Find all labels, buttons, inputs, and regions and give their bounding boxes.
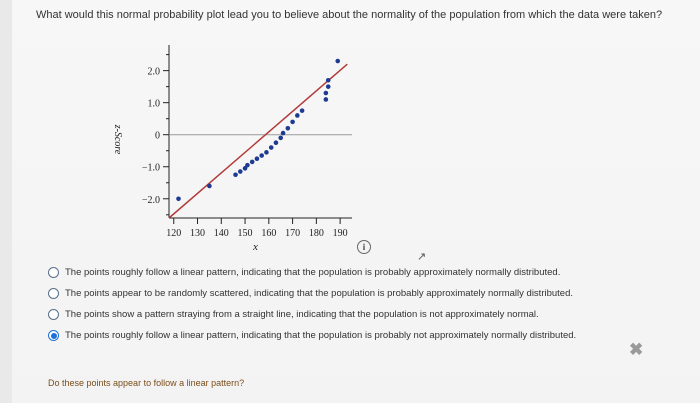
close-icon[interactable]: ✖	[629, 340, 644, 359]
data-point	[264, 150, 269, 155]
data-point	[176, 196, 181, 201]
option-d[interactable]	[48, 325, 576, 346]
radio-button[interactable]	[48, 267, 59, 278]
data-point	[259, 153, 264, 158]
question-text: What would this normal probability plot lead you to believe about the normality of the population from which the data were taken?	[36, 9, 663, 21]
data-point	[324, 91, 329, 96]
x-tick-label: 130	[190, 228, 206, 239]
y-tick-label: 0	[155, 130, 160, 142]
data-point	[324, 97, 329, 102]
x-tick-label: 150	[237, 228, 253, 239]
option-label: The points roughly follow a linear pattern, indicating that the population is probably approximately normally distributed.	[65, 267, 561, 278]
data-point	[233, 172, 238, 177]
x-tick-label: 170	[285, 228, 301, 239]
data-point	[245, 163, 250, 168]
data-point	[255, 156, 260, 161]
option-a[interactable]	[48, 262, 576, 283]
data-point	[295, 113, 300, 118]
info-icon[interactable]: i	[357, 240, 371, 254]
data-point	[207, 184, 212, 189]
option-label: The points roughly follow a linear pattern, indicating that the population is probably not approximately normally distributed.	[65, 330, 577, 341]
data-point	[286, 126, 291, 131]
y-tick-label: 1.0	[147, 98, 160, 110]
radio-button[interactable]	[48, 288, 59, 299]
data-point	[250, 160, 255, 165]
option-label: The points show a pattern straying from a straight line, indicating that the population is not approximately normal.	[65, 309, 539, 320]
option-label: The points appear to be randomly scattered, indicating that the population is probably approximately normally distributed.	[65, 288, 574, 299]
x-tick-label: 120	[166, 228, 182, 239]
data-point	[269, 145, 274, 150]
data-point	[300, 108, 305, 113]
data-point	[274, 140, 279, 145]
normal-probability-plot	[107, 40, 377, 255]
data-point	[326, 78, 331, 83]
data-point	[326, 84, 331, 89]
data-point	[281, 131, 286, 136]
question-page	[12, 0, 700, 403]
mouse-cursor-icon: ↗	[417, 251, 427, 263]
y-tick-label: 2.0	[147, 66, 160, 78]
x-axis-label: x	[253, 241, 258, 253]
data-point	[290, 120, 295, 125]
x-tick-label: 140	[213, 228, 229, 239]
radio-button[interactable]	[48, 309, 59, 320]
option-c[interactable]	[48, 304, 576, 325]
y-tick-label: −1.0	[141, 162, 160, 174]
radio-button-selected[interactable]	[48, 330, 59, 341]
y-axis-label: z-Score	[112, 124, 123, 155]
reference-line	[169, 64, 347, 218]
x-tick-label: 190	[332, 228, 348, 239]
option-b[interactable]	[48, 283, 576, 304]
x-tick-label: 160	[261, 228, 277, 239]
data-point	[335, 59, 340, 64]
answer-options	[48, 262, 576, 346]
x-tick-label: 180	[308, 228, 324, 239]
plot-svg	[107, 40, 377, 255]
data-point	[278, 136, 283, 141]
hint-question: Do these points appear to follow a linear pattern?	[48, 378, 245, 388]
y-tick-label: −2.0	[141, 194, 160, 206]
data-point	[238, 169, 243, 174]
